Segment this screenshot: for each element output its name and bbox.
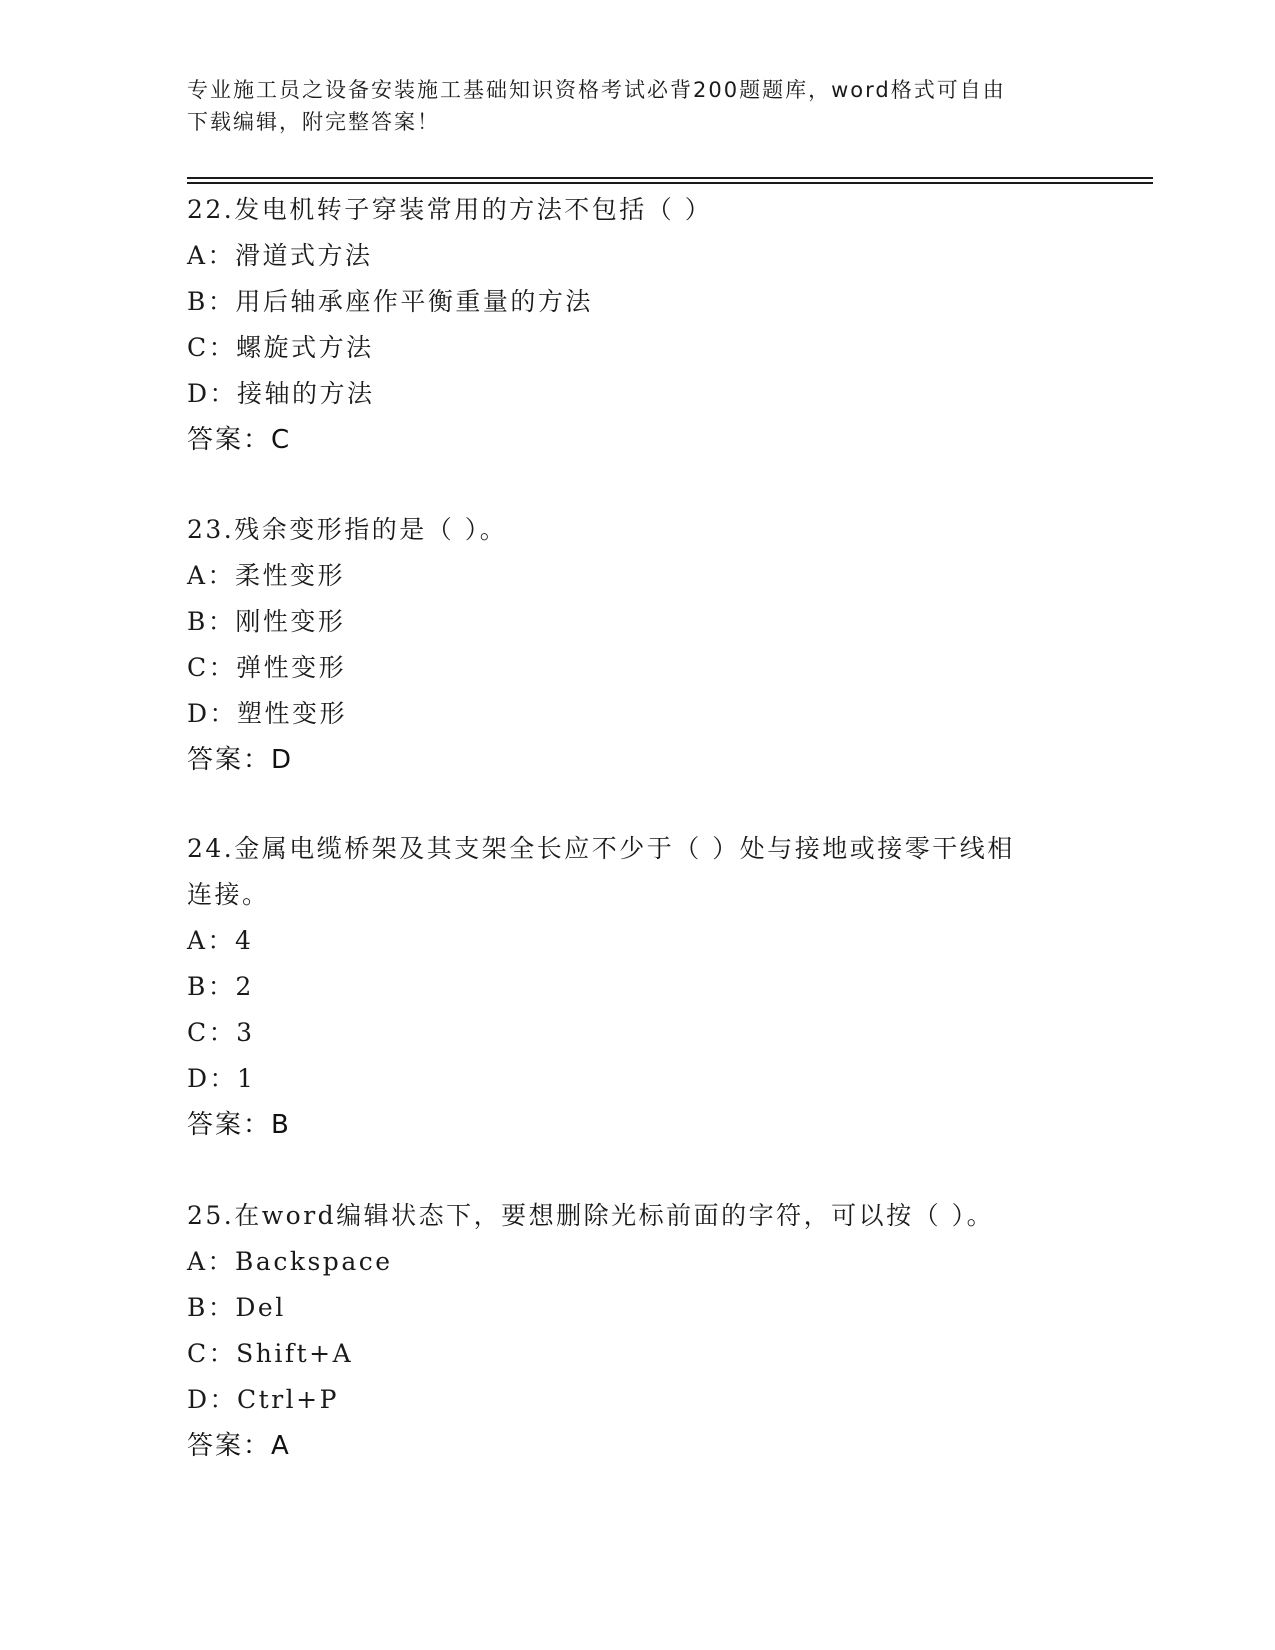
option-a: A：4 — [187, 926, 254, 955]
question-stem: 23.残余变形指的是（ ）。 — [187, 515, 508, 544]
option-d: D：接轴的方法 — [187, 379, 375, 408]
header-divider-bottom — [187, 182, 1153, 184]
option-c: C：Shift+A — [187, 1339, 354, 1368]
question-stem: 24.金属电缆桥架及其支架全长应不少于（ ）处与接地或接零干线相 — [187, 834, 1015, 863]
question-22 — [187, 187, 1087, 463]
answer-label: 答案：D — [187, 745, 294, 775]
question-24 — [187, 826, 1087, 1148]
question-stem: 25.在word编辑状态下，要想删除光标前面的字符，可以按（ ）。 — [187, 1201, 995, 1230]
answer-label: 答案：B — [187, 1110, 291, 1140]
question-25 — [187, 1193, 1087, 1469]
header-line-2: 下载编辑，附完整答案！ — [187, 110, 440, 134]
option-b: B：Del — [187, 1293, 286, 1322]
option-b: B：用后轴承座作平衡重量的方法 — [187, 287, 593, 316]
answer-label: 答案：C — [187, 425, 292, 455]
question-stem: 22.发电机转子穿装常用的方法不包括（ ） — [187, 195, 713, 224]
question-stem-continued: 连接。 — [187, 880, 270, 909]
question-23 — [187, 507, 1087, 783]
option-b: B：刚性变形 — [187, 607, 346, 636]
option-a: A：柔性变形 — [187, 561, 346, 590]
option-a: A：滑道式方法 — [187, 241, 373, 270]
answer-label: 答案：A — [187, 1431, 291, 1461]
option-d: D：塑性变形 — [187, 699, 348, 728]
option-c: C：弹性变形 — [187, 653, 347, 682]
header-line-1: 专业施工员之设备安装施工基础知识资格考试必背200题题库，word格式可自由 — [187, 78, 1006, 102]
option-a: A：Backspace — [187, 1247, 393, 1276]
option-d: D：1 — [187, 1064, 256, 1093]
option-c: C：3 — [187, 1018, 255, 1047]
header-divider-top — [187, 177, 1153, 179]
option-d: D：Ctrl+P — [187, 1385, 339, 1414]
option-b: B：2 — [187, 972, 254, 1001]
document-header — [187, 74, 1067, 138]
option-c: C：螺旋式方法 — [187, 333, 374, 362]
